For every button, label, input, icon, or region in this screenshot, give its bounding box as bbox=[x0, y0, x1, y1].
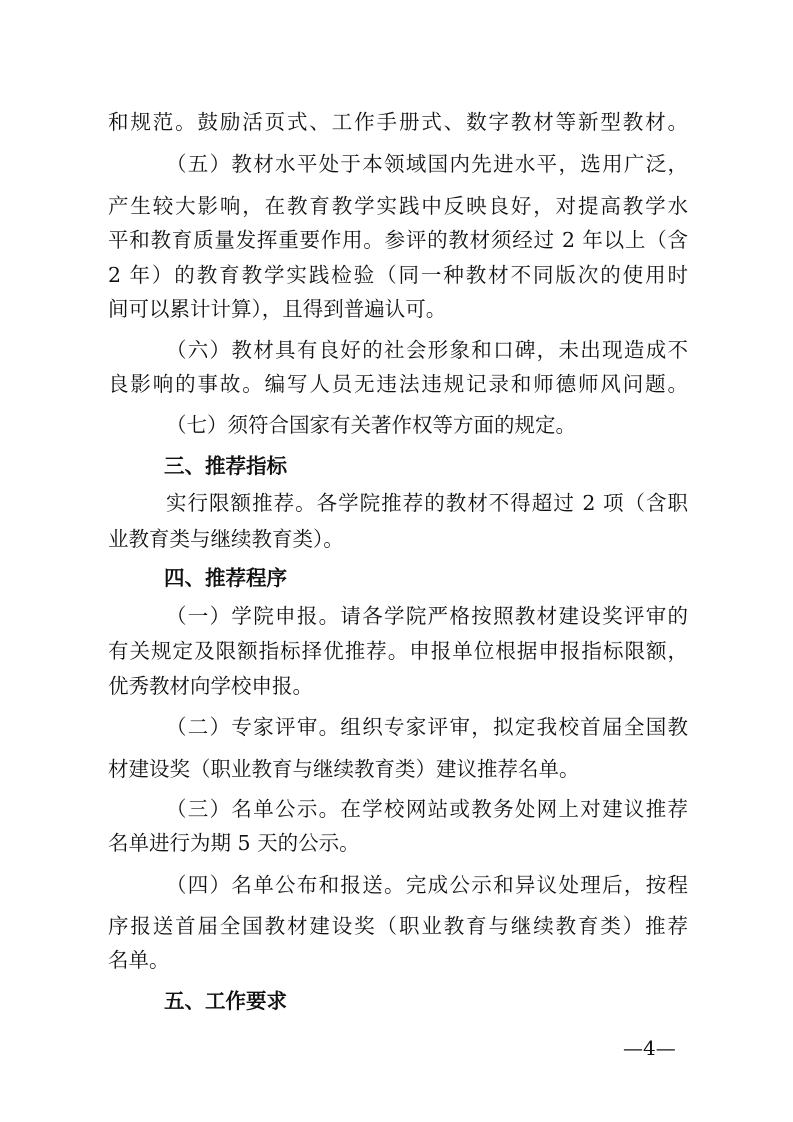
body-text-line: （七）须符合国家有关著作权等方面的规定。 bbox=[166, 413, 576, 437]
body-text-line: 业教育类与继续教育类）。 bbox=[108, 527, 344, 551]
body-text-line: 序报送首届全国教材建设奖（职业教育与继续教育类）推荐 bbox=[108, 914, 688, 938]
section-heading: 三、推荐指标 bbox=[164, 454, 287, 478]
section-heading: 四、推荐程序 bbox=[164, 566, 287, 590]
body-text-line: 优秀教材向学校申报。 bbox=[108, 674, 313, 698]
body-text-line: （六）教材具有良好的社会形象和口碑，未出现造成不 bbox=[166, 338, 688, 362]
body-text-line: （五）教材水平处于本领域国内先进水平，选用广泛， bbox=[166, 152, 688, 176]
body-text-line: 名单。 bbox=[108, 948, 170, 972]
body-text-line: 2 年）的教育教学实践检验（同一种教材不同版次的使用时 bbox=[108, 263, 688, 287]
body-text-line: 产生较大影响，在教育教学实践中反映良好，对提高教学水 bbox=[108, 194, 688, 218]
body-text-line: 名单进行为期 5 天的公示。 bbox=[108, 831, 360, 855]
body-text-line: 良影响的事故。编写人员无违法违规记录和师德师风问题。 bbox=[108, 372, 688, 396]
body-text-line: 和规范。鼓励活页式、工作手册式、数字教材等新型教材。 bbox=[108, 110, 688, 134]
body-text-line: （二）专家评审。组织专家评审，拟定我校首届全国教 bbox=[166, 715, 688, 739]
body-text-line: 实行限额推荐。各学院推荐的教材不得超过 2 项（含职 bbox=[166, 491, 688, 515]
page-number: —4— bbox=[623, 1036, 676, 1060]
body-text-line: （一）学院申报。请各学院严格按照教材建设奖评审的 bbox=[166, 604, 688, 628]
body-text-line: 材建设奖（职业教育与继续教育类）建议推荐名单。 bbox=[108, 757, 580, 781]
body-text-line: （三）名单公示。在学校网站或教务处网上对建议推荐 bbox=[166, 797, 688, 821]
body-text-line: 有关规定及限额指标择优推荐。申报单位根据申报指标限额， bbox=[108, 639, 688, 663]
section-heading: 五、工作要求 bbox=[164, 989, 287, 1013]
body-text-line: 间可以累计计算），且得到普遍认可。 bbox=[108, 297, 447, 321]
body-text-line: 平和教育质量发挥重要作用。参评的教材须经过 2 年以上（含 bbox=[108, 228, 688, 252]
body-text-line: （四）名单公布和报送。完成公示和异议处理后，按程 bbox=[166, 873, 688, 897]
